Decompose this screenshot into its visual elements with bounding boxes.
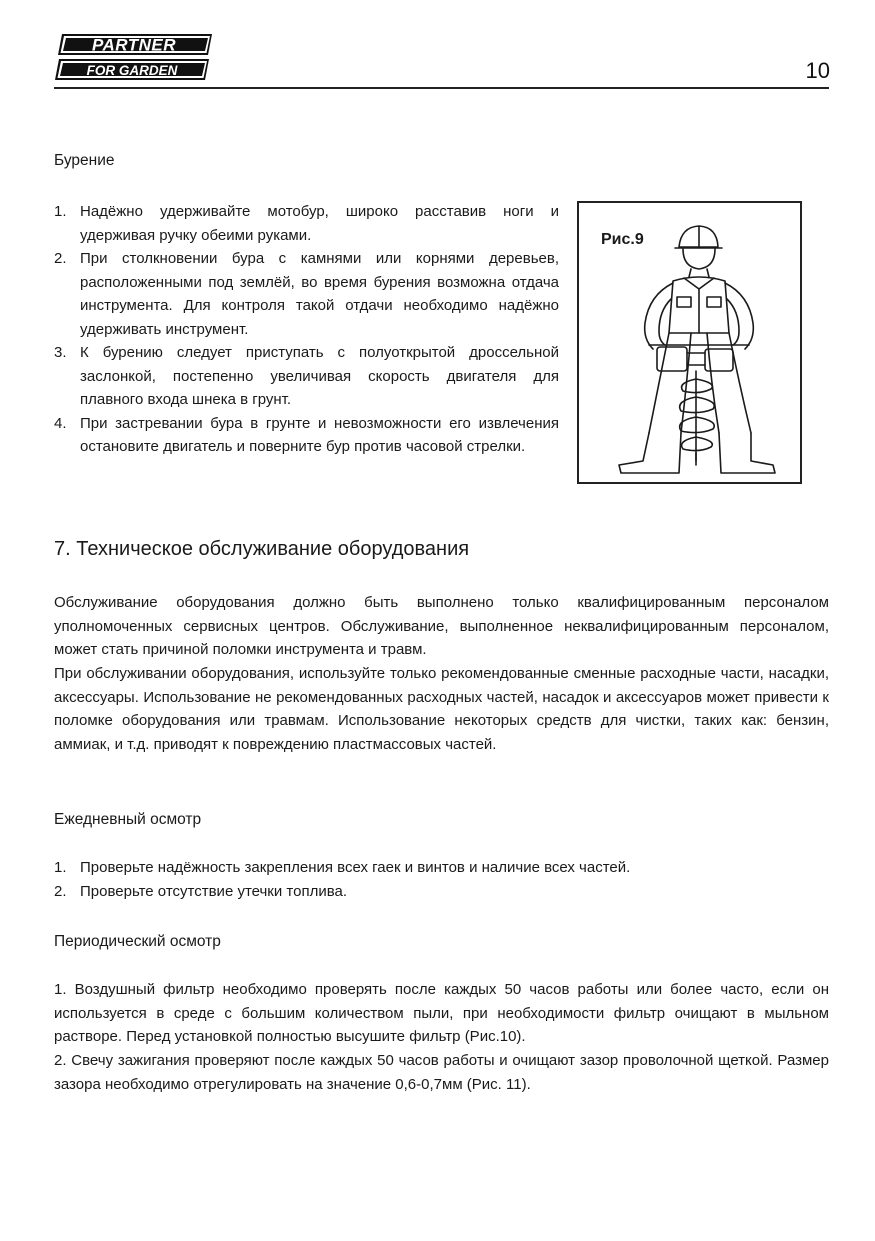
maintenance-paragraph-1: Обслуживание оборудования должно быть выполнено только квалифицированным персоналом уполномоченных сервисных центров. Обслуживание, выполненное неквалифицированным персоналом, может стать причиной поломки инструмента и травм. [54, 594, 829, 658]
periodic-inspection-heading: Периодический осмотр [54, 933, 221, 950]
daily-inspection-list [54, 856, 829, 903]
operator-drill-illustration [579, 203, 800, 482]
list-item: 4. При застревании бура в грунте и невозможности его извлечения остановите двигатель и поверните бур против часовой стрелки. [54, 414, 559, 455]
page-number: 10 [805, 58, 830, 83]
maintenance-paragraph-2: При обслуживании оборудования, используйте только рекомендованные сменные расходные части, насадки, аксессуары. Использование не рекомендованных расходных частей, насадок и аксессуаров может привести к поломке оборудования или травмам. Использование некоторых средств для чистки, таких как: бензин, аммиак, и т.д. приводят к повреждению пластмассовых частей. [54, 665, 829, 753]
list-item: 2. Проверьте отсутствие утечки топлива. [54, 882, 348, 900]
logo-line1: PARTNER [91, 35, 177, 55]
periodic-paragraph-1: 1. Воздушный фильтр необходимо проверять после каждых 50 часов работы или более часто, если он используется в среде с большим количеством пыли, при необходимости фильтр очищают в мыльном растворе. Перед установкой полностью высушите фильтр (Рис.10). [54, 981, 829, 1045]
periodic-paragraph-2: 2. Свечу зажигания проверяют после каждых 50 часов работы и очищают зазор проволочной щеткой. Размер зазора необходимо отрегулировать на значение 0,6-0,7мм (Рис. 11). [54, 1052, 829, 1093]
maintenance-heading: 7. Техническое обслуживание оборудования [54, 538, 470, 560]
daily-inspection-heading: Ежедневный осмотр [54, 811, 202, 828]
list-item: 1. Проверьте надёжность закрепления всех гаек и винтов и наличие всех частей. [54, 859, 631, 876]
figure-label: Рис.9 [601, 231, 644, 248]
list-item: 2. При столкновении бура с камнями или корнями деревьев, расположенными под землёй, во время бурения возможна отдача инструмента. Для контроля такой отдачи необходимо надёжно удерживать инструмент. [54, 250, 559, 338]
brand-logo [54, 33, 214, 83]
drilling-heading: Бурение [54, 152, 115, 169]
logo-line2: FOR GARDEN [86, 63, 178, 78]
list-item: 1. Надёжно удерживайте мотобур, широко расставив ноги и удерживая ручку обеими руками. [54, 203, 559, 244]
figure-9 [577, 201, 802, 484]
list-item: 3. К бурению следует приступать с полуоткрытой дроссельной заслонкой, постепенно увеличивая скорость двигателя для плавного входа шнека в грунт. [54, 344, 559, 408]
drilling-list [54, 200, 559, 459]
header-divider [54, 87, 829, 89]
